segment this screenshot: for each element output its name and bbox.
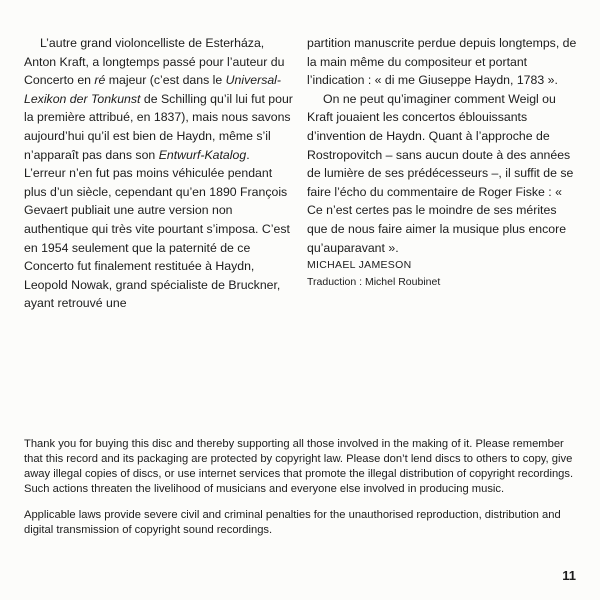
translation-credit: Traduction : Michel Roubinet [307,276,441,289]
italic-key: ré [94,73,106,88]
left-column [24,34,294,313]
right-paragraph: On ne peut qu’imaginer comment Weigl ou Kraft jouaient les concertos éblouissants d’invention de Haydn. Quant à l’approche de Rostropovitch – sans aucun doute à des années de lumière de ses prédécesseurs –, il suffit de se faire l’écho du commentaire de Roger Fiske : « Ce n’est certes pas le moindre de ses mérites que de nous faire aimer la musique plus encore qu’auparavant ». [307,91,574,255]
right-paragraph-continued: partition manuscrite perdue depuis longtemps, de la main même du compositeur et portant l’indication : « di me Giuseppe Haydn, 1783 ». [307,36,577,88]
italic-title-katalog: Entwurf-Katalog [158,147,247,162]
text-run: . L’erreur n’en fut pas moins véhiculée pendant plus d’un siècle, cependant qu’en 1890 François Gevaert publiait une autre version non authentique qui très vite pourtant s’imposa. C’est en 1954 seulement que la paternité de ce Concerto fut finalement restituée à Haydn, Leopold Nowak, grand spécialiste de Bruckner, ayant retrouvé une [24,147,290,311]
right-column [307,34,577,291]
page-number: 11 [562,568,576,583]
text-run: L’autre grand violoncelliste de Esterháza, Anton Kraft, a longtemps passé pour l’auteur du Concerto en [24,36,285,88]
copyright-notice: Thank you for buying this disc and thereby supporting all those involved in the making of it. Please remember that this record and its packaging are protected by copyright law. Please don’t lend discs to others to copy, give away illegal copies of discs, or use internet services that promote the illegal distribution of copyright recordings. Such actions threaten the livelihood of musicians and everyone else involved in producing music. [24,438,574,495]
text-run: de Schilling qu’il lui fut pour la première attribué, en 1837), mais nous savons aujourd’hui qu’il est bien de Haydn, même s’il n’apparaît pas dans son [24,91,293,162]
author-signature: MICHAEL JAMESON [307,259,412,272]
italic-title-lexikon: Universal-Lexikon der Tonkunst [24,73,282,106]
text-run: majeur (c’est dans le [105,73,226,88]
left-paragraph [24,34,294,313]
legal-notice: Applicable laws provide severe civil and criminal penalties for the unauthorised reproduction, distribution and digital transmission of copyright sound recordings. [24,509,561,536]
